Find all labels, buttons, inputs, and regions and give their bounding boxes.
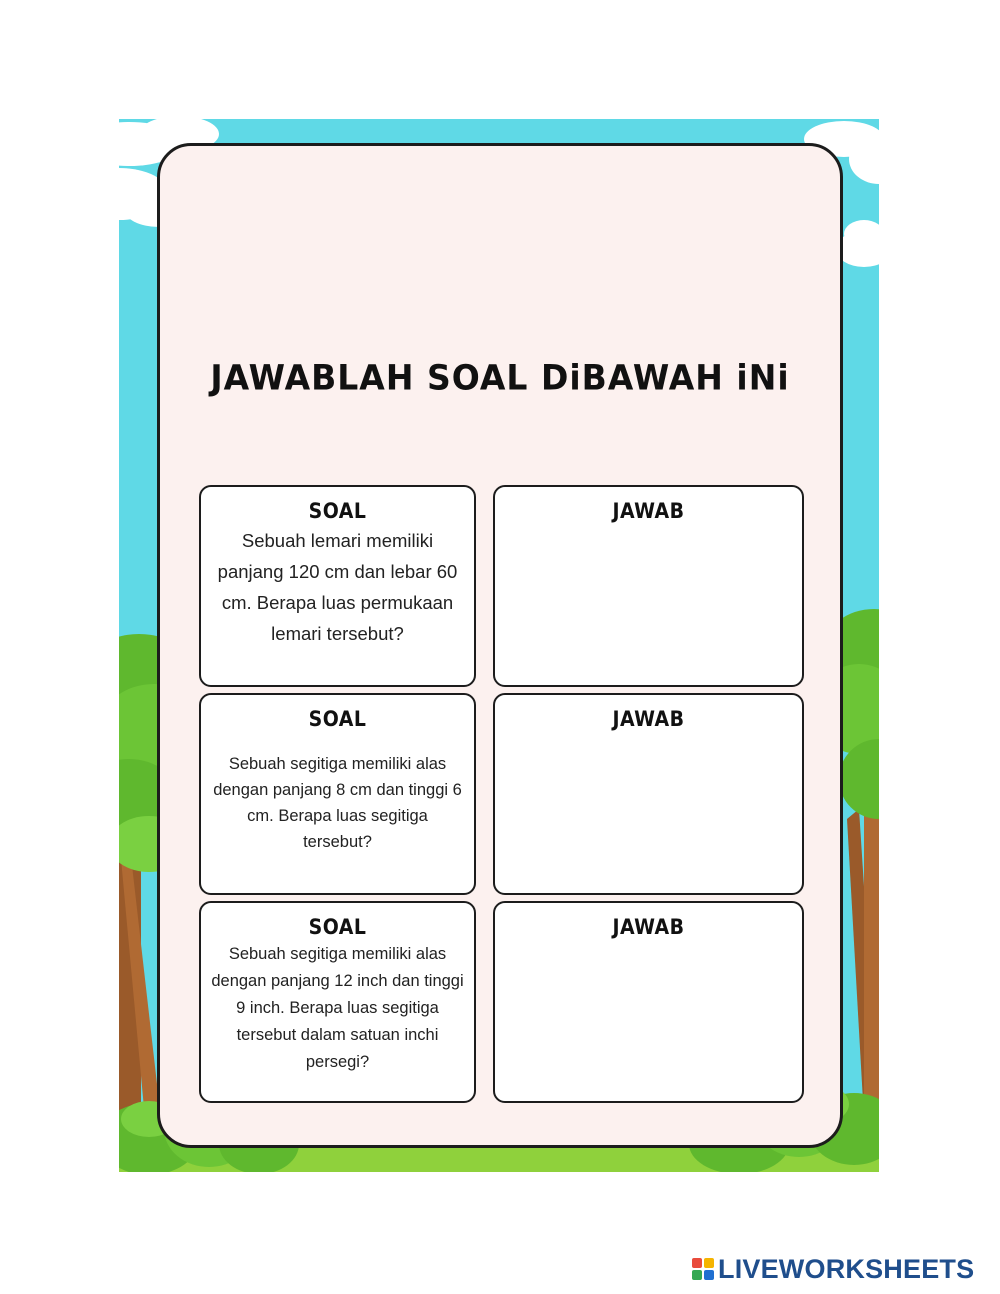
jawab-label: JAWAB	[612, 707, 685, 731]
question-text-1: Sebuah lemari memiliki panjang 120 cm dan lebar 60 cm. Berapa luas permukaan lemari tersebut?	[217, 530, 458, 644]
worksheet-background	[119, 119, 879, 1172]
jawab-label: JAWAB	[612, 915, 685, 939]
question-text-3: Sebuah segitiga memiliki alas dengan panjang 12 inch dan tinggi 9 inch. Berapa luas segitiga tersebut dalam satuan inchi persegi?	[211, 945, 464, 1071]
jawab-label: JAWAB	[612, 499, 685, 523]
jawab-box-1[interactable]	[493, 485, 804, 687]
soal-label: SOAL	[308, 707, 367, 731]
worksheet-card	[157, 143, 843, 1148]
soal-box-3	[199, 901, 476, 1103]
question-text-2: Sebuah segitiga memiliki alas dengan panjang 8 cm dan tinggi 6 cm. Berapa luas segitiga tersebut?	[213, 755, 462, 851]
soal-box-1	[199, 485, 476, 687]
jawab-box-2[interactable]	[493, 693, 804, 895]
soal-label: SOAL	[308, 915, 367, 939]
brand-name: LIVEWORKSHEETS	[718, 1253, 975, 1284]
soal-box-2	[199, 693, 476, 895]
soal-label: SOAL	[308, 499, 367, 523]
jawab-box-3[interactable]	[493, 901, 804, 1103]
liveworksheets-logo-icon	[692, 1258, 714, 1280]
liveworksheets-brand	[692, 1254, 974, 1284]
worksheet-title: JAWABLAH SOAL DiBAWAH iNi	[210, 357, 790, 398]
